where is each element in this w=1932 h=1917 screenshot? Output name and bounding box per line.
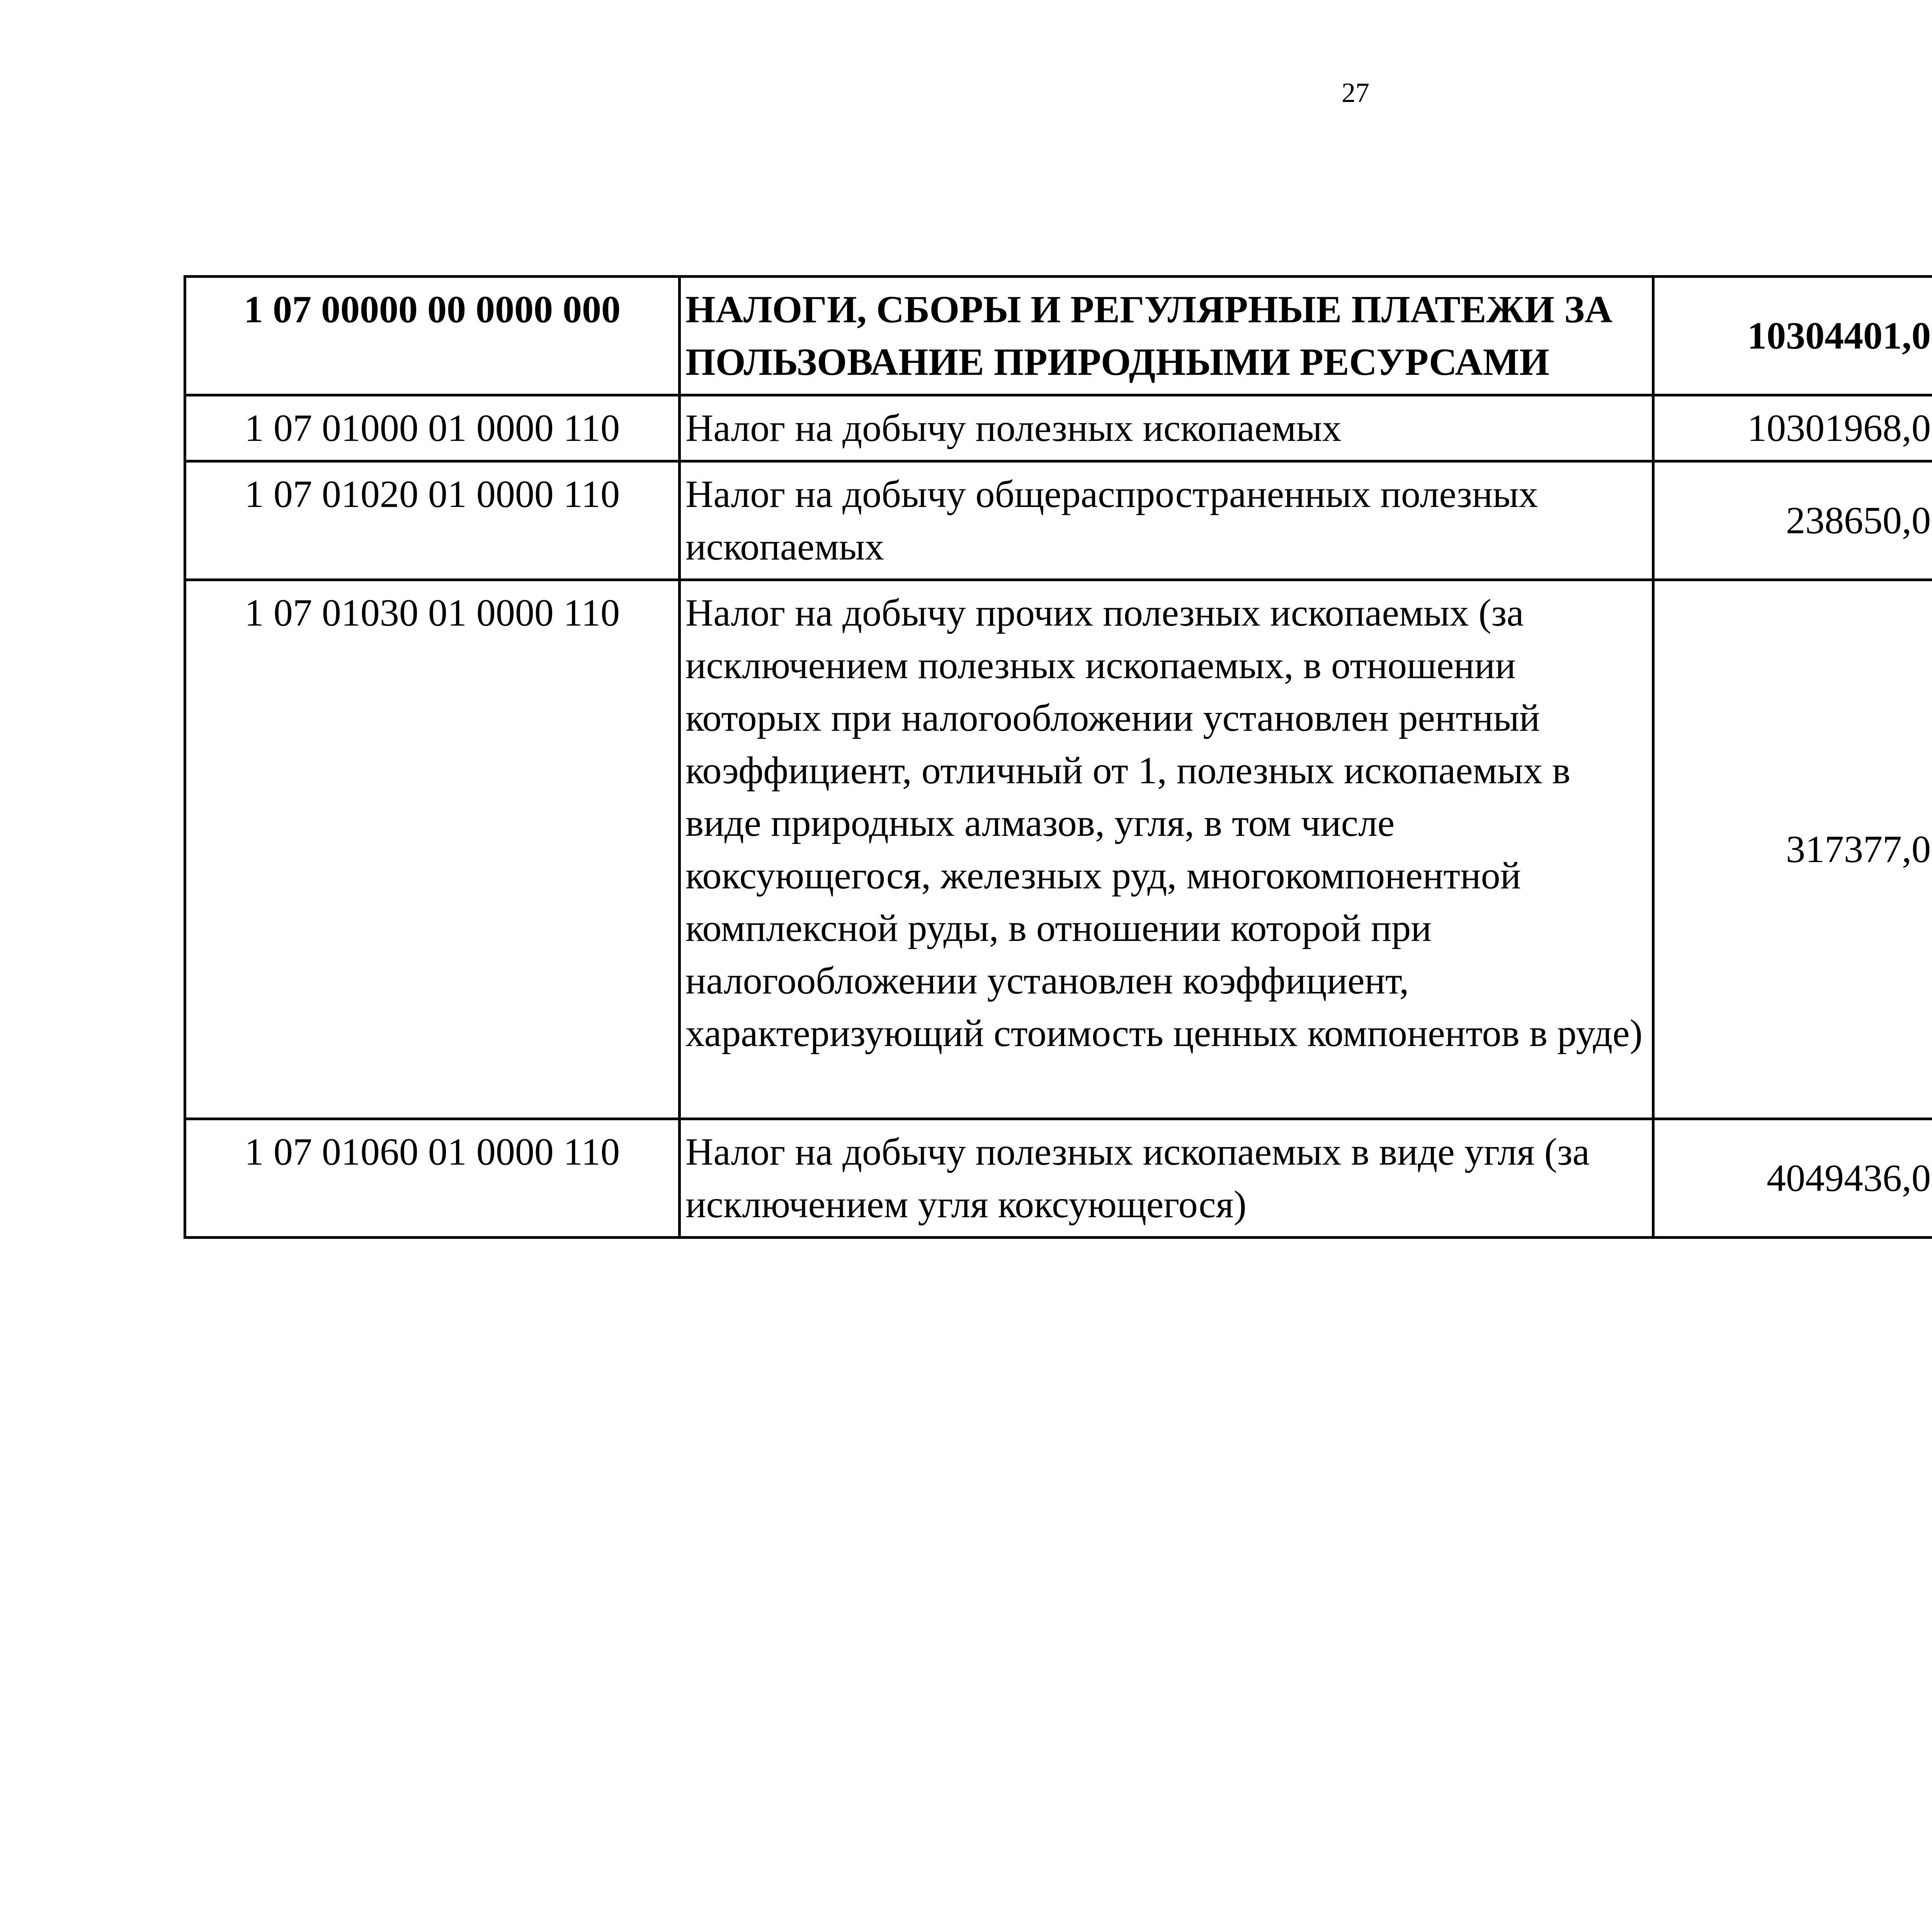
table-row — [185, 277, 1932, 395]
amount-year-1: 4049436,0 — [1653, 1119, 1932, 1238]
amount-year-1: 10304401,0 — [1653, 277, 1932, 395]
table-row — [185, 395, 1932, 461]
classification-code: 1 07 00000 00 0000 000 — [185, 277, 680, 395]
classification-code: 1 07 01020 01 0000 110 — [185, 461, 680, 580]
classification-code: 1 07 01030 01 0000 110 — [185, 580, 680, 1119]
table-row — [185, 1119, 1932, 1238]
classification-code: 1 07 01000 01 0000 110 — [185, 395, 680, 461]
revenue-name: Налог на добычу прочих полезных ископаемых (за исключением полезных ископаемых, в отношении которых при налогообложении установлен рентный коэффициент, отличный от 1, полезных ископаемых в виде природных алмазов, угля, в том числе коксующегося, железных руд, многокомпонентной комплексной руды, в отношении которой при налогообложении установлен коэффициент, характеризующий стоимость ценных компонентов в руде) — [680, 580, 1653, 1119]
revenue-name: Налог на добычу полезных ископаемых — [680, 395, 1653, 461]
amount-year-1: 238650,0 — [1653, 461, 1932, 580]
amount-year-1: 10301968,0 — [1653, 395, 1932, 461]
revenue-name: НАЛОГИ, СБОРЫ И РЕГУЛЯРНЫЕ ПЛАТЕЖИ ЗА ПОЛЬЗОВАНИЕ ПРИРОДНЫМИ РЕСУРСАМИ — [680, 277, 1653, 395]
budget-table — [184, 275, 1932, 1239]
revenue-name: Налог на добычу общераспространенных полезных ископаемых — [680, 461, 1653, 580]
page-number: 27 — [1342, 77, 1369, 108]
table-row — [185, 461, 1932, 580]
revenue-name: Налог на добычу полезных ископаемых в виде угля (за исключением угля коксующегося) — [680, 1119, 1653, 1238]
amount-year-1: 317377,0 — [1653, 580, 1932, 1119]
table-row — [185, 580, 1932, 1119]
classification-code: 1 07 01060 01 0000 110 — [185, 1119, 680, 1238]
